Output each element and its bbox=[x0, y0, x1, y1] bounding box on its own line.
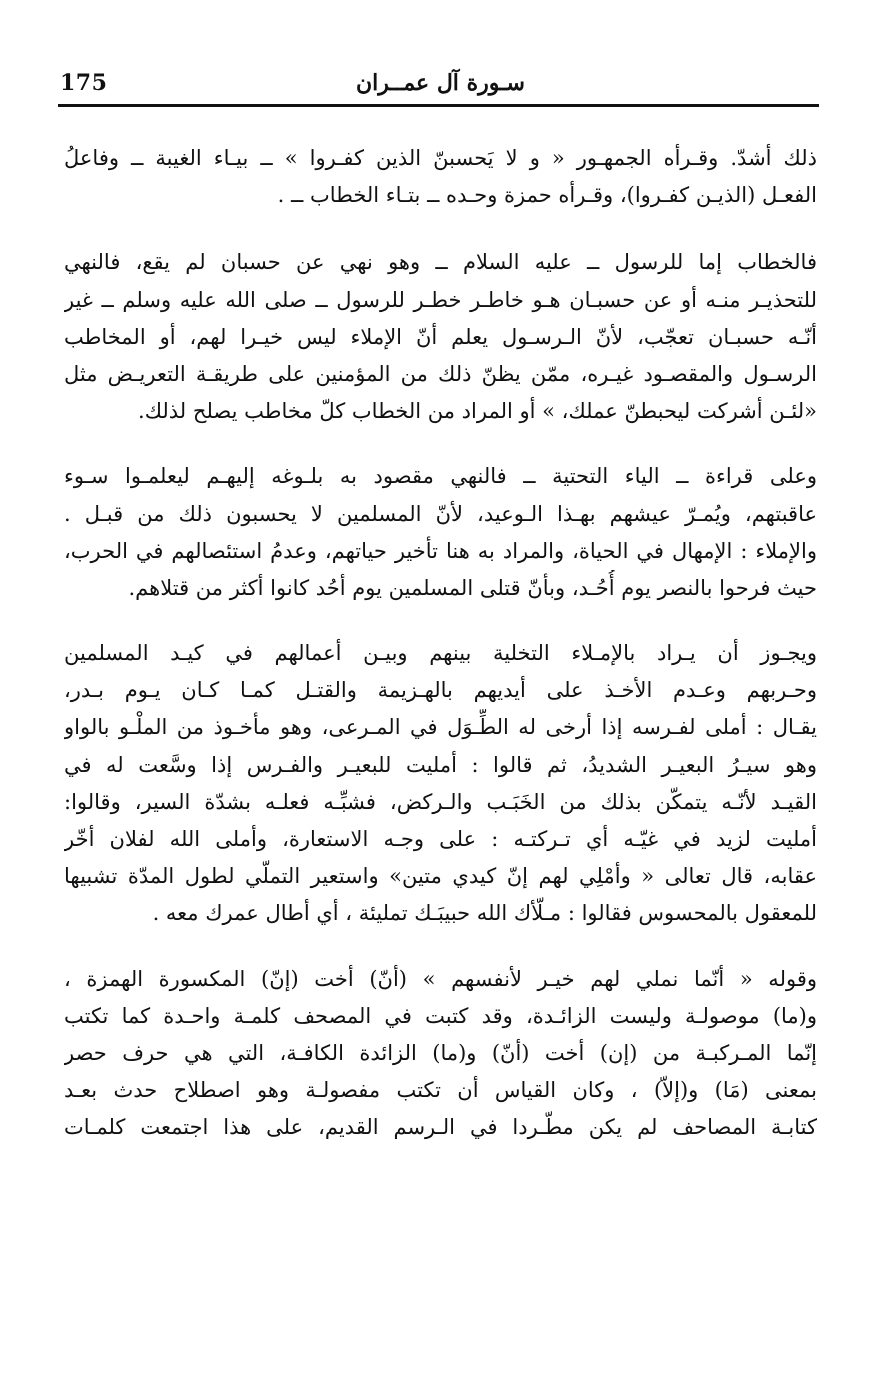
paragraph-spacer bbox=[64, 933, 817, 961]
paragraph-spacer bbox=[64, 430, 817, 458]
paragraph-4 bbox=[64, 635, 817, 933]
paragraph-3 bbox=[64, 458, 817, 607]
text-line: «لئـن أشركت ليحبطنّ عملك، » أو المراد من الخطاب كلّ مخاطب يصلح لذلك. bbox=[138, 399, 817, 424]
paragraph-spacer bbox=[64, 214, 817, 244]
paragraph-5 bbox=[64, 961, 817, 1147]
text-line: إنّما المـركبـة من (إن) أخت (أنّ) و(ما) الزائدة الكافـة، التي هي حرف حصر bbox=[64, 1040, 817, 1065]
text-line: عقابه، قال تعالى « وأمْلِي لهم إنّ كيدي متين» واستعير التملّي لطول المدّة تشبيها bbox=[64, 864, 817, 889]
text-line: للمعقول بالمحسوس فقالوا : مـلّأك الله حبيبَـك تمليئة ، أي أطال عمرك معه . bbox=[152, 901, 817, 926]
paragraph-2 bbox=[64, 244, 817, 430]
paragraph-1 bbox=[64, 140, 817, 214]
running-header bbox=[60, 68, 821, 102]
text-line: وحـربهم وعـدم الأخـذ على أيديهم بالهـزيمة والقتـل كمـا كـان يـوم بـدر، bbox=[64, 678, 817, 703]
text-line: القيـد لأنّـه يتمكّن بذلك من الخَبَـب والـركض، فشبِّـه فعلـه بشدّة السير، وقالوا: bbox=[64, 789, 817, 814]
text-line: ذلك أشدّ. وقـرأه الجمهـور « و لا يَحسبنّ الذين كفـروا » ــ بيـاء الغيبة ــ وفاعلُ bbox=[64, 146, 817, 170]
header-rule bbox=[58, 104, 819, 107]
text-line: يقـال : أملى لفـرسه إذا أرخى له الطِّـوَل في المـرعى، وهو مأخـوذ من الملْـو بالواو bbox=[64, 715, 817, 740]
text-line: للتحذيـر منـه أو عن حسبـان هـو خاطـر خطـر للرسول ــ صلى الله عليه وسلم ــ غير bbox=[64, 287, 817, 312]
chapter-title: سـورة آل عمــران bbox=[356, 70, 525, 96]
paragraph-spacer bbox=[64, 607, 817, 635]
text-line: وقوله « أنّما نملي لهم خيـر لأنفسهم » (أنّ) أخت (إنّ) المكسورة الهمزة ، bbox=[64, 966, 817, 991]
text-line: وعلى قراءة ــ الياء التحتية ــ فالنهي مقصود به بلـوغه إليهـم ليعلمـوا سـوء bbox=[64, 464, 817, 489]
text-line: كتابـة المصاحف لم يكن مطّـردا في الـرسم القديم، على هذا اجتمعت كلمـات bbox=[64, 1115, 817, 1140]
text-line: أنّـه حسبـان تعجّب، لأنّ الـرسـول يعلم أنّ الإملاء ليس خيـرا لهم، أو المخاطب bbox=[64, 324, 817, 349]
text-line: عاقبتهم، ويُمـرّ عيشهم بهـذا الـوعيد، لأنّ المسلمين لا يحسبون ذلك من قبـل . bbox=[64, 501, 817, 526]
text-line: أمليت لزيد في غيّـه أي تـركتـه : على وجـه الاستعارة، وأملى الله لفلان أخّر bbox=[64, 827, 817, 851]
text-line: الرسـول والمقصـود غيـره، ممّن يظنّ ذلك من المؤمنين على طريقـة التعريـض مثل bbox=[64, 361, 817, 386]
text-line: ويجـوز أن يـراد بالإمـلاء التخلية بينهم وبيـن أعمالهم في كيـد المسلمين bbox=[64, 641, 817, 666]
text-line: الفعـل (الذيـن كفـروا)، وقـرأه حمزة وحـده ــ بتـاء الخطاب ــ . bbox=[277, 183, 817, 208]
text-line: بمعنى (مَا) و(إلاّ) ، وكان القياس أن تكتب مفصولـة وهو اصطلاح حدث بعـد bbox=[64, 1078, 817, 1103]
text-line: فالخطاب إما للرسول ــ عليه السلام ــ وهو نهي عن حسبان لم يقع، فالنهي bbox=[64, 250, 817, 275]
text-line: و(ما) موصولـة وليست الزائـدة، وقد كتبت في المصحف كلمـة واحـدة كما تكتب bbox=[64, 1003, 817, 1028]
page-number: 175 bbox=[60, 70, 108, 96]
body-text bbox=[64, 140, 817, 1147]
text-line: والإملاء : الإمهال في الحياة، والمراد به هنا تأخير حياتهم، وعدمُ استئصالهم في الحرب، bbox=[64, 538, 817, 563]
text-line: وهو سيـرُ البعيـر الشديدُ، ثم قالوا : أمليت للبعيـر والفـرس إذا وسَّعت له في bbox=[64, 752, 817, 777]
text-line: حيث فرحوا بالنصر يوم أُحُـد، وبأنّ قتلى المسلمين يوم أحُد كانوا أكثر من قتلاهم. bbox=[128, 575, 817, 600]
